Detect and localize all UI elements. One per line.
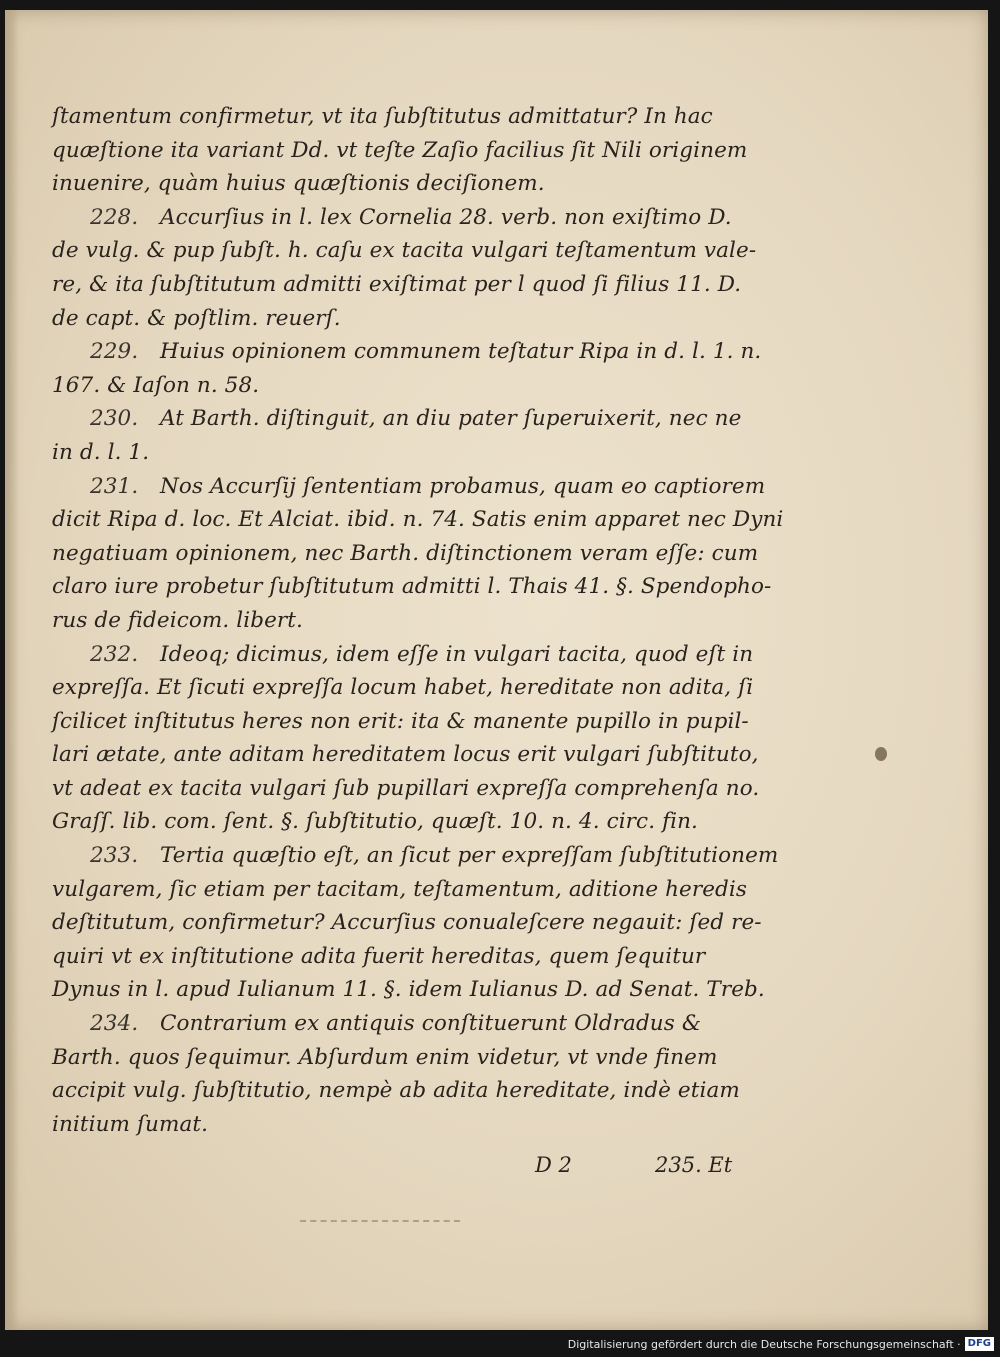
text-line (52, 100, 772, 134)
line-text: in d. l. 1. (52, 439, 150, 465)
line-text: vt adeat ex tacita vulgari ſub pupillari expreſſa comprehenſa no. (52, 775, 760, 801)
text-line (52, 805, 772, 839)
text-line (52, 268, 772, 302)
text-line (52, 335, 772, 369)
line-text: ſcilicet inſtitutus heres non erit: ita & manente pupillo in pupil- (52, 708, 749, 734)
line-text: de vulg. & pup ſubſt. h. caſu ex tacita vulgari teſtamentum vale- (52, 238, 757, 264)
page-body-text (52, 100, 784, 1141)
text-line (52, 436, 772, 470)
line-text: Barth. quos ſequimur. Abſurdum enim videtur, vt vnde finem (52, 1044, 718, 1070)
line-text: inuenire, quàm huius quæſtionis deciſionem. (52, 171, 545, 197)
line-text: re, & ita ſubſtitutum admitti exiſtimat per l quod ſi filius 11. D. (52, 271, 742, 297)
text-line (52, 369, 772, 403)
text-line (52, 973, 772, 1007)
line-text: Tertia quæſtio eſt, an ſicut per expreſſam ſubſtitutionem (160, 843, 779, 869)
text-line (52, 873, 772, 907)
text-line (52, 1007, 772, 1041)
text-line (52, 839, 779, 873)
line-text: Accurſius in l. lex Cornelia 28. verb. non exiſtimo D. (160, 204, 732, 230)
line-text: rus de fideicom. libert. (52, 607, 303, 633)
text-line (52, 638, 772, 672)
text-line (52, 940, 772, 974)
line-text: deſtitutum, confirmetur? Accurſius conualeſcere negauit: ſed re- (52, 910, 762, 936)
text-line (52, 604, 772, 638)
line-text: Graſſ. lib. com. ſent. §. ſubſtitutio, quæſt. 10. n. 4. circ. fin. (52, 809, 698, 835)
paragraph-number: 234. (90, 1011, 139, 1037)
text-line (52, 1041, 772, 1075)
line-text: vulgarem, ſic etiam per tacitam, teſtamentum, aditione heredis (52, 876, 748, 902)
text-line (52, 1108, 772, 1142)
line-text: 167. & Iaſon n. 58. (52, 372, 260, 398)
line-text: ſtamentum confirmetur, vt ita ſubſtitutus admittatur? In hac (52, 104, 713, 129)
line-text: negatiuam opinionem, nec Barth. diſtinctionem veram eſſe: cum (52, 540, 759, 566)
line-text: quiri vt ex inſtitutione adita fuerit hereditas, quem ſequitur (52, 943, 706, 969)
text-line (52, 570, 772, 604)
line-text: initium ſumat. (52, 1111, 209, 1137)
text-line (52, 234, 772, 268)
text-line (52, 302, 772, 336)
text-line (52, 537, 772, 571)
line-text: accipit vulg. ſubſtitutio, nempè ab adita hereditate, indè etiam (52, 1078, 740, 1104)
line-text: dicit Ripa d. loc. Et Alciat. ibid. n. 74. Satis enim apparet nec Dyni (52, 507, 784, 533)
ink-spot (875, 747, 887, 761)
paragraph-number: 231. (90, 473, 139, 499)
text-line (52, 402, 772, 436)
catchword: 235. Et (655, 1153, 733, 1177)
text-line (52, 671, 772, 705)
paragraph-number: 229. (90, 339, 139, 365)
line-text: quæſtione ita variant Dd. vt teſte Zaſio facilius ſit Nili originem (52, 137, 748, 163)
text-line (52, 134, 772, 168)
digitization-credit (568, 1336, 994, 1352)
line-text: At Barth. diſtinguit, an diu pater ſuperuixerit, nec ne (160, 406, 742, 432)
signature-mark: D 2 (535, 1153, 572, 1177)
text-line (52, 772, 772, 806)
paragraph-number: 232. (90, 641, 139, 667)
text-line (52, 470, 772, 504)
text-line (52, 167, 772, 201)
line-text: claro iure probetur ſubſtitutum admitti l. Thais 41. §. Spendopho- (52, 574, 772, 600)
paragraph-number: 230. (90, 406, 139, 432)
text-line (52, 201, 772, 235)
line-text: Huius opinionem communem teſtatur Ripa in d. l. 1. n. (160, 339, 762, 365)
text-line (52, 1074, 772, 1108)
paragraph-number: 233. (90, 843, 139, 869)
dfg-logo-icon: DFG (965, 1337, 994, 1351)
line-text: Dynus in l. apud Iulianum 11. §. idem Iulianus D. ad Senat. Treb. (52, 977, 765, 1003)
credit-text: Digitalisierung gefördert durch die Deutsche Forschungsgemeinschaft · (567, 1337, 961, 1351)
line-text: Contrarium ex antiquis conſtituerunt Oldradus & (160, 1011, 702, 1037)
page-edge (5, 10, 19, 1330)
paragraph-number: 228. (90, 204, 139, 230)
text-line (52, 738, 772, 772)
text-line (52, 503, 784, 537)
text-line (52, 906, 772, 940)
line-text: lari ætate, ante aditam hereditatem locus erit vulgari ſubſtituto, (52, 742, 759, 768)
text-line (52, 705, 772, 739)
line-text: Ideoq; dicimus, idem eſſe in vulgari tacita, quod eſt in (160, 641, 754, 667)
page-artifact-line (300, 1220, 460, 1222)
line-text: de capt. & poſtlim. reuerſ. (52, 305, 341, 331)
line-text: expreſſa. Et ſicuti expreſſa locum habet, hereditate non adita, ſi (52, 675, 754, 701)
line-text: Nos Accurſij ſententiam probamus, quam eo captiorem (160, 473, 766, 499)
